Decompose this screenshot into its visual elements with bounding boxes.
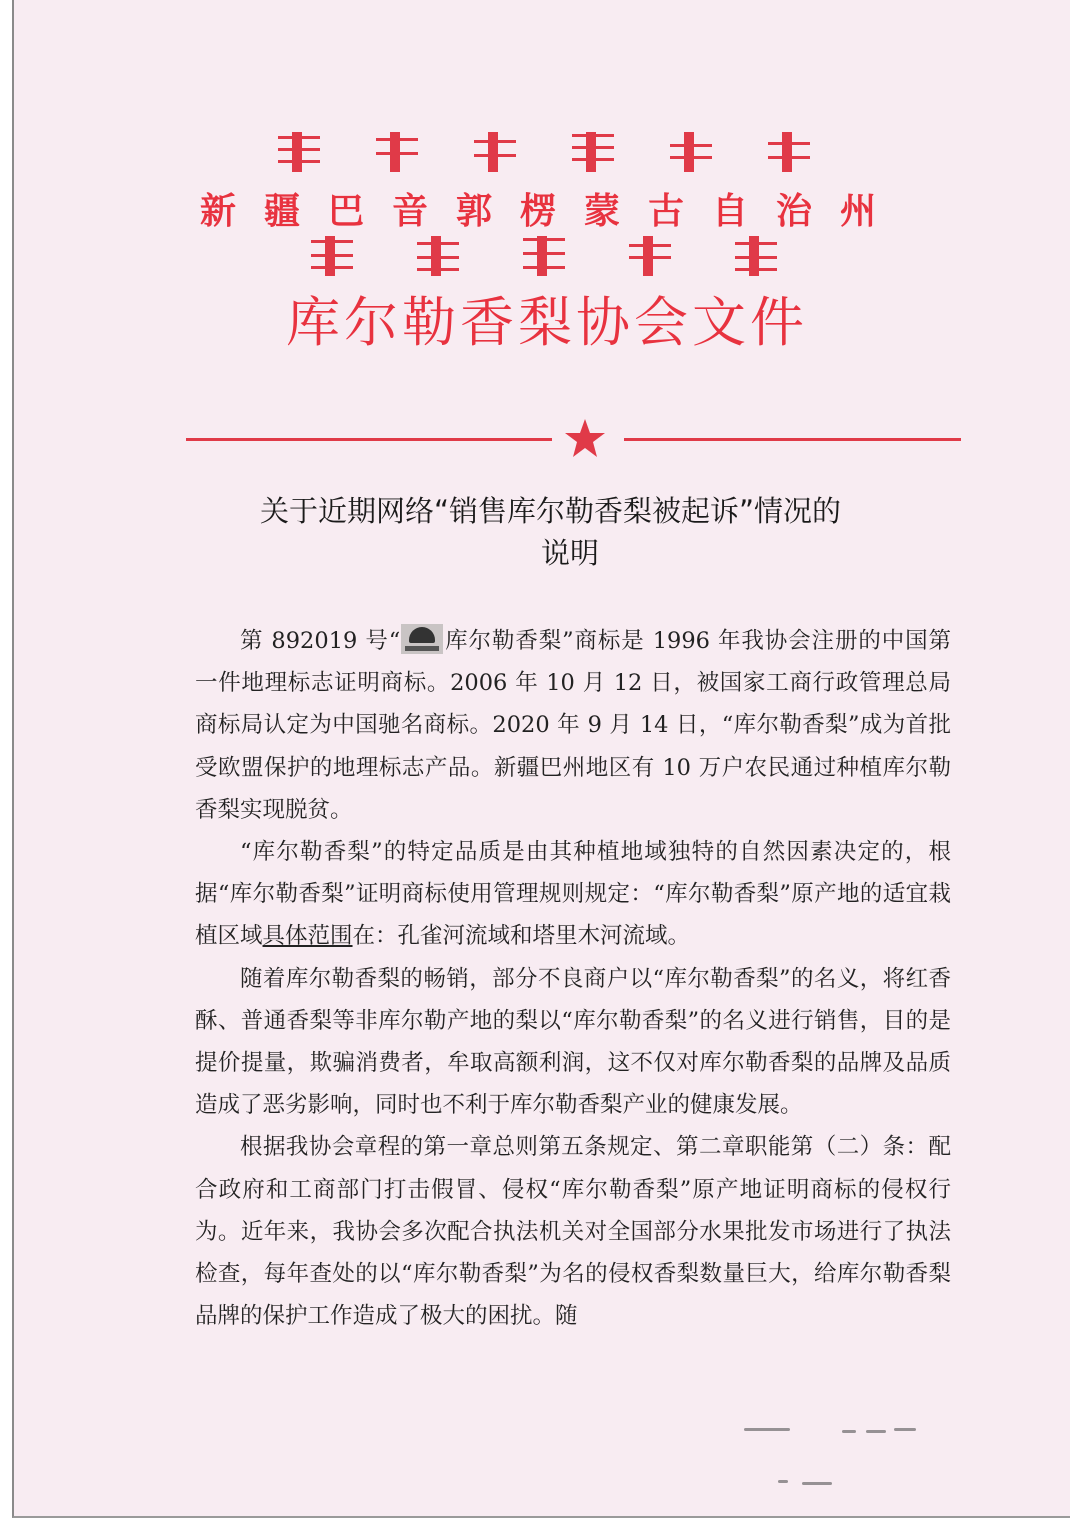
mongolian-glyph-icon bbox=[411, 232, 461, 282]
divider-line-right bbox=[624, 438, 961, 441]
document-title bbox=[260, 490, 960, 574]
mongolian-glyph-icon bbox=[468, 128, 518, 178]
paragraph-counterfeit-sales: 随着库尔勒香梨的畅销，部分不良商户以“库尔勒香梨”的名义，将红香酥、普通香梨等非库尔勒产地的梨以“库尔勒香梨”的名义进行销售，目的是提价提量，欺骗消费者，牟取高额利润，这不仅对库尔勒香梨的品牌及品质造成了恶劣影响，同时也不利于库尔勒香梨产业的健康发展。 bbox=[195, 965, 951, 1119]
mongolian-glyph-icon bbox=[623, 232, 673, 282]
paragraph-trademark-history bbox=[195, 620, 951, 831]
paragraph-association-duties: 根据我协会章程的第一章总则第五条规定、第二章职能第（二）条：配合政府和工商部门打击假冒、侵权“库尔勒香梨”原产地证明商标的侵权行为。近年来，我协会多次配合执法机关对全国部分水果批发市场进行了执法检查，每年查处的以“库尔勒香梨”为名的侵权香梨数量巨大，给库尔勒香梨品牌的保护工作造成了极大的困扰。随 bbox=[195, 1134, 951, 1330]
mongolian-glyph-icon bbox=[664, 128, 714, 178]
mongolian-glyph-icon bbox=[517, 232, 567, 282]
trademark-logo-icon bbox=[401, 624, 443, 654]
paragraph-text: 第 892019 号“ bbox=[240, 628, 401, 654]
mongolian-glyph-icon bbox=[305, 232, 355, 282]
document-page bbox=[12, 0, 1070, 1518]
document-body bbox=[195, 620, 951, 1337]
red-header-divider bbox=[186, 418, 961, 458]
issuing-region: 新疆巴音郭楞蒙古自治州 bbox=[199, 190, 904, 232]
mongolian-script-row-bottom bbox=[14, 232, 1070, 282]
divider-line-left bbox=[186, 438, 552, 441]
underlined-text: 具体范围 bbox=[262, 923, 353, 950]
mongolian-glyph-icon bbox=[370, 128, 420, 178]
star-icon bbox=[564, 418, 606, 458]
paragraph-text: 库尔勒香梨”商标是 1996 年我协会注册的中国第一件地理标志证明商标。2006 年 10 月 12 日，被国家工商行政管理总局商标局认定为中国驰名商标。2020 年 9 月 14 日，“库尔勒香梨”成为首批受欧盟保护的地理标志产品。新疆巴州地区有 10 万户农民通过种植库尔勒香梨实现脱贫。 bbox=[195, 628, 951, 823]
paragraph-text: 在：孔雀河流域和塔里木河流域。 bbox=[352, 923, 691, 950]
mongolian-script-row-top bbox=[14, 128, 1070, 178]
title-line-2: 说明 bbox=[540, 536, 599, 570]
mongolian-glyph-icon bbox=[762, 128, 812, 178]
paragraph-text: “库尔勒香梨”的特定品质是由其种植地域独特的自然因素决定的，根据“库尔勒香梨”证明商标使用管理规则规定：“库尔勒香梨”原产地的适宜栽植区域 bbox=[195, 839, 951, 950]
mongolian-glyph-icon bbox=[566, 128, 616, 178]
scan-artifacts bbox=[744, 1420, 944, 1490]
mongolian-glyph-icon bbox=[272, 128, 322, 178]
paragraph-origin-region bbox=[195, 831, 951, 958]
title-line-1: 关于近期网络“销售库尔勒香梨被起诉”情况的 bbox=[260, 494, 842, 528]
mongolian-glyph-icon bbox=[729, 232, 779, 282]
document-header-title: 库尔勒香梨协会文件 bbox=[286, 291, 808, 354]
